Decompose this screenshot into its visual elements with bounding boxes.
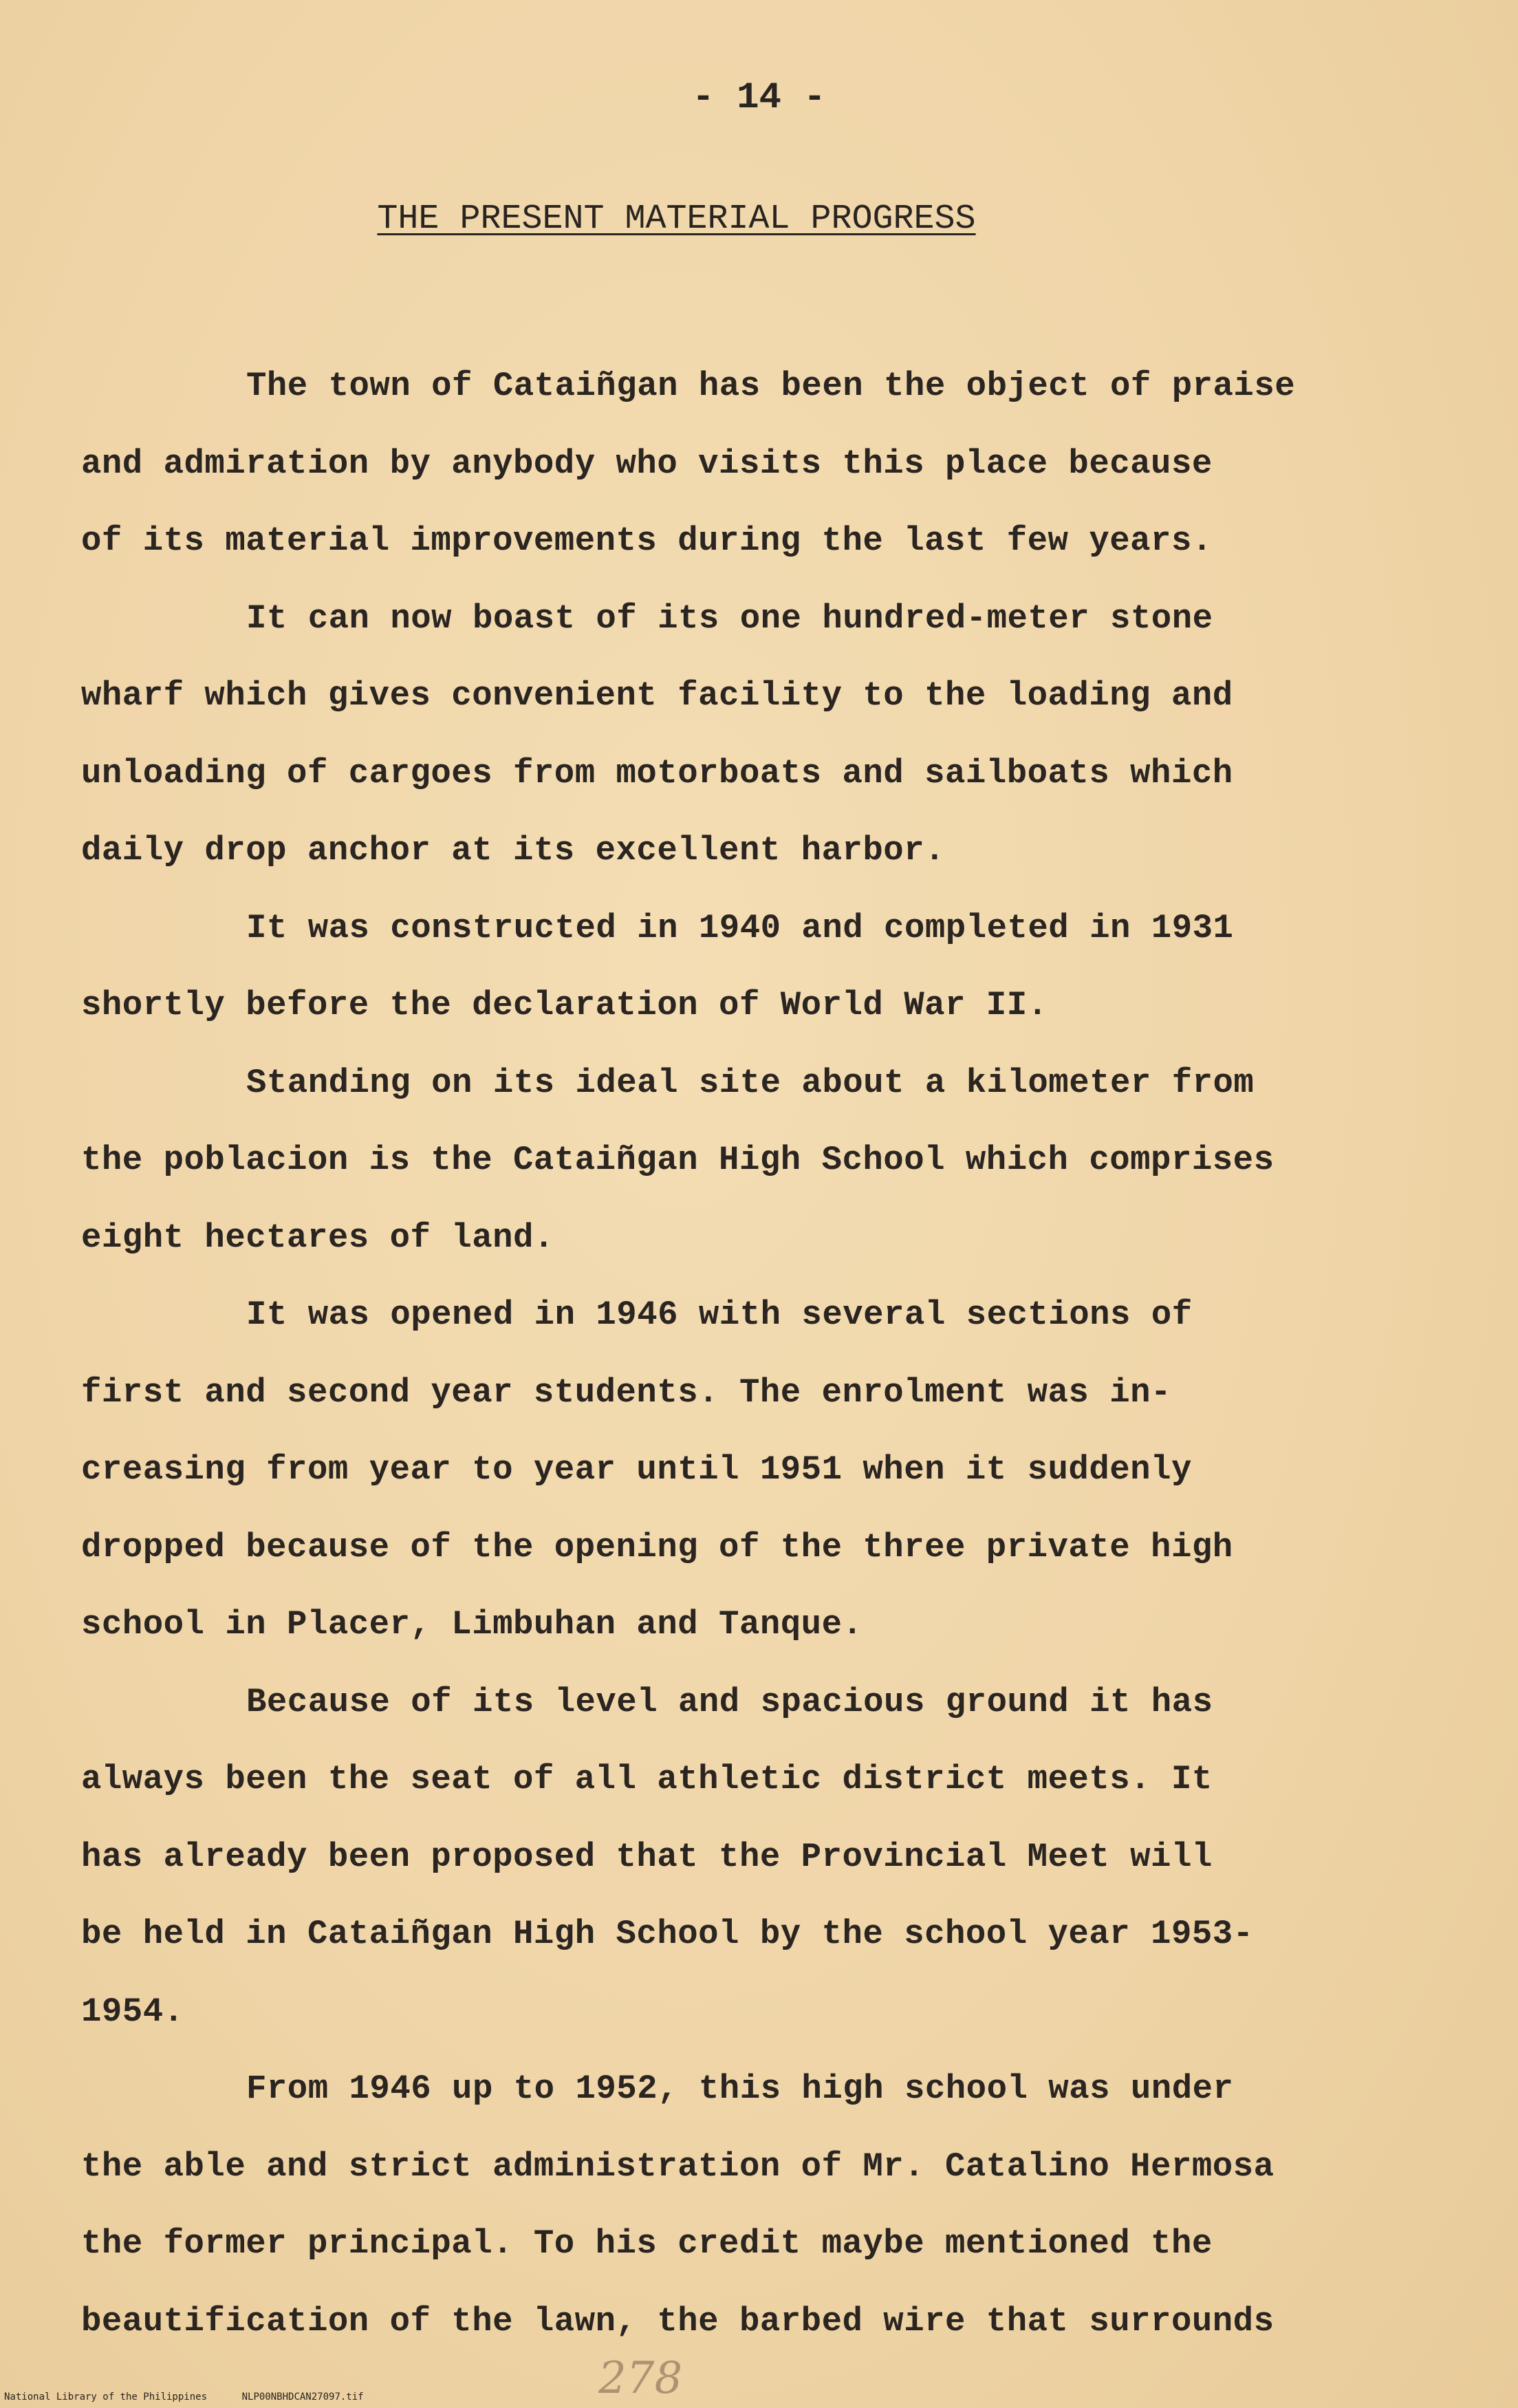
text-line: From 1946 up to 1952, this high school was under [246,2070,1234,2108]
text-line: the former principal. To his credit maybe mentioned the [81,2224,1213,2263]
text-line: always been the seat of all athletic district meets. It [81,1760,1213,1798]
text-line: daily drop anchor at its excellent harbor. [81,831,946,870]
text-line: eight hectares of land. [81,1218,554,1257]
text-line: be held in Cataiñgan High School by the school year 1953- [81,1915,1254,1953]
text-line: Because of its level and spacious ground it has [246,1682,1213,1721]
text-line: the able and strict administration of Mr. Catalino Hermosa [81,2147,1275,2186]
text-line: the poblacion is the Cataiñgan High School which comprises [81,1141,1275,1179]
footer-caption [4,2391,364,2402]
page-title: THE PRESENT MATERIAL PROGRESS [377,200,976,239]
text-line: of its material improvements during the last few years. [81,522,1213,560]
text-line: dropped because of the opening of the three private high [81,1527,1233,1567]
library-name: National Library of the Philippines [4,2391,208,2402]
text-line: It was opened in 1946 with several sections of [246,1296,1193,1334]
page-number: - 14 - [692,77,826,119]
text-line: creasing from year to year until 1951 when it suddenly [81,1450,1192,1489]
handwritten-page-mark: 278 [598,2353,683,2404]
text-line: Standing on its ideal site about a kilometer from [246,1063,1255,1102]
text-line: has already been proposed that the Provincial Meet will [81,1837,1213,1876]
text-line: It can now boast of its one hundred-meter stone [246,599,1213,638]
text-line: first and second year students. The enrolment was in- [81,1373,1171,1412]
text-line: unloading of cargoes from motorboats and sailboats which [81,753,1233,793]
text-line: school in Placer, Limbuhan and Tanque. [81,1605,863,1644]
text-line: wharf which gives convenient facility to the loading and [81,676,1233,715]
text-line: beautification of the lawn, the barbed wire that surrounds [81,2301,1275,2341]
text-line: and admiration by anybody who visits this place because [81,444,1213,483]
text-line: 1954. [81,1992,184,2031]
text-line: The town of Cataiñgan has been the object of praise [246,367,1296,405]
file-id: NLP00NBHDCAN27097.tif [241,2391,364,2402]
body-text [81,347,1450,2360]
text-line: It was constructed in 1940 and completed in 1931 [246,908,1234,947]
text-line: shortly before the declaration of World War II. [81,986,1048,1024]
